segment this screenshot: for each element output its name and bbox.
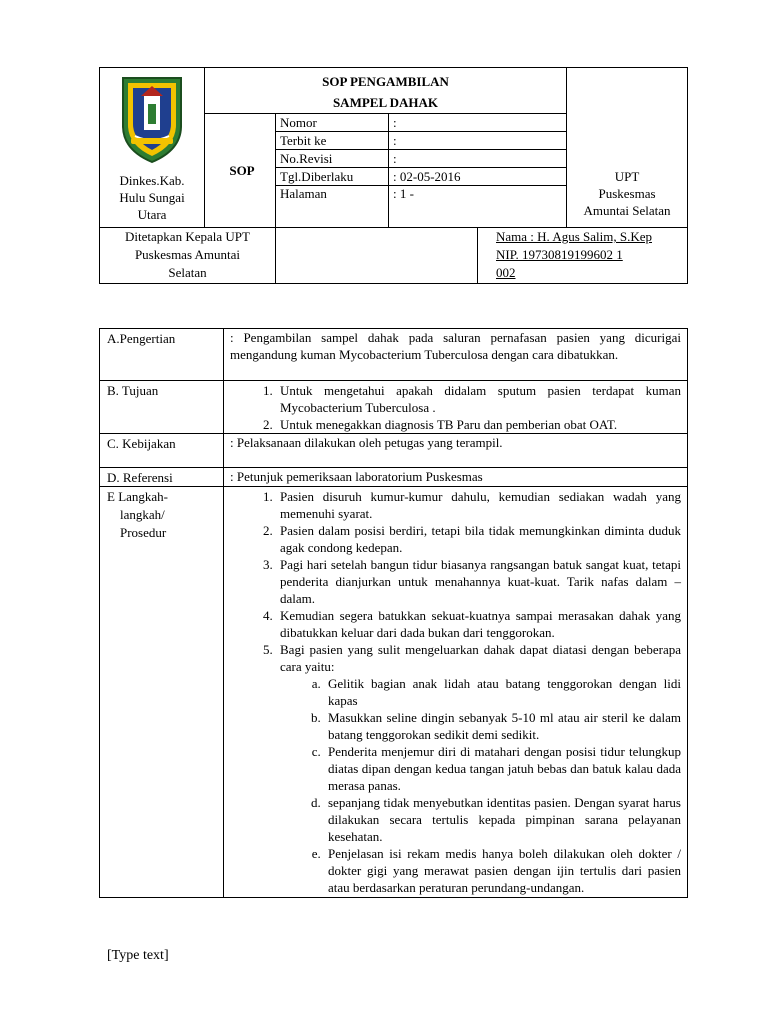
upt-name: UPT Puskesmas Amuntai Selatan — [567, 68, 688, 228]
meta-key-tgl: Tgl.Diberlaku — [276, 168, 389, 186]
sop-content-table — [99, 328, 688, 898]
label-tujuan: B. Tujuan — [100, 381, 224, 434]
langkah-sublist — [280, 675, 681, 896]
meta-value-nomor: : — [389, 114, 567, 132]
meta-key-revisi: No.Revisi — [276, 150, 389, 168]
list-item: 2. Pasien dalam posisi berdiri, tetapi bila tidak memungkinkan diminta duduk agak condong kedepan. — [276, 522, 681, 556]
row-tujuan — [100, 381, 688, 434]
text-referensi: : Petunjuk pemeriksaan laboratorium Puskesmas — [224, 468, 688, 487]
row-pengertian — [100, 329, 688, 381]
label-kebijakan: C. Kebijakan — [100, 434, 224, 468]
document-title: SOP PENGAMBILAN SAMPEL DAHAK — [205, 68, 567, 114]
list-item: e. Penjelasan isi rekam medis hanya boleh dilakukan oleh dokter / dokter gigi yang merawat pasien dengan ijin tertulis dari pasien atau berdasarkan peraturan perundang-undangan. — [324, 845, 681, 896]
ditetapkan-cell: Ditetapkan Kepala UPT Puskesmas Amuntai Selatan — [100, 228, 276, 284]
row-kebijakan — [100, 434, 688, 468]
district-emblem-icon — [117, 74, 187, 164]
meta-key-nomor: Nomor — [276, 114, 389, 132]
logo-cell — [100, 68, 205, 228]
tujuan-content — [224, 381, 688, 434]
list-item: 1. Pasien disuruh kumur-kumur dahulu, kemudian sediakan wadah yang memenuhi syarat. — [276, 488, 681, 522]
meta-value-revisi: : — [389, 150, 567, 168]
blank-signature-cell — [276, 228, 478, 284]
text-kebijakan: : Pelaksanaan dilakukan oleh petugas yang terampil. — [224, 434, 688, 468]
signer-nip: NIP. 19730819199602 1 — [496, 247, 623, 262]
label-pengertian: A.Pengertian — [100, 329, 224, 381]
tujuan-list — [230, 382, 681, 433]
meta-value-terbit: : — [389, 132, 567, 150]
langkah-list — [230, 488, 681, 896]
row-langkah — [100, 487, 688, 898]
langkah-content — [224, 487, 688, 898]
list-item: 3. Pagi hari setelah bangun tidur biasanya rangsangan batuk sangat kuat, tetapi penderita dianjurkan untuk menahannya kuat-kuat. Tarik nafas dalam – dalam. — [276, 556, 681, 607]
institution-name: Dinkes.Kab. Hulu Sungai Utara — [119, 173, 185, 222]
list-item: 5. Bagi pasien yang sulit mengeluarkan dahak dapat diatasi dengan beberapa cara yaitu: a. Gelitik bagian anak lidah atau batang tenggorokan dengan lidi kapas b. Masukkan seline dingin sebanyak 5-10 ml atau air steril ke dalam batang tenggorokan sedikit demi sedikit. c. Penderita menjemur diri di matahari dengan posisi tidur telungkup diatas dipan dengan kedua tangan jatuh bebas dan batuk kalau dada merasa panas. d. sepanjang tidak menyebutkan identitas pasien. Dengan syarat harus dilakukan secara tertulis kepada pimpinan sarana pelayanan kesehatan. e. Penjelasan isi rekam medis hanya boleh dilakukan oleh dokter / dokter gigi yang merawat pasien dengan ijin tertulis dari pasien atau berdasarkan peraturan perundang-undangan. — [276, 641, 681, 896]
sop-label: SOP — [205, 114, 276, 228]
list-item: d. sepanjang tidak menyebutkan identitas pasien. Dengan syarat harus dilakukan secara tertulis kepada pimpinan sarana pelayanan kesehatan. — [324, 794, 681, 845]
meta-value-halaman: : 1 - — [389, 186, 567, 228]
meta-key-halaman: Halaman — [276, 186, 389, 228]
list-item: 4. Kemudian segera batukkan sekuat-kuatnya sampai merasakan dahak yang dibatukkan keluar dari dada bukan dari tenggorokan. — [276, 607, 681, 641]
list-item: 2. Untuk menegakkan diagnosis TB Paru dan pemberian obat OAT. — [276, 416, 681, 433]
signer-cell — [478, 228, 688, 284]
list-item: a. Gelitik bagian anak lidah atau batang tenggorokan dengan lidi kapas — [324, 675, 681, 709]
signer-nip-cont: 002 — [496, 265, 516, 280]
list-item: c. Penderita menjemur diri di matahari dengan posisi tidur telungkup diatas dipan dengan kedua tangan jatuh bebas dan batuk kalau dada merasa panas. — [324, 743, 681, 794]
meta-value-tgl: : 02-05-2016 — [389, 168, 567, 186]
footer-placeholder-text: [Type text] — [107, 948, 169, 963]
meta-key-terbit: Terbit ke — [276, 132, 389, 150]
sop-header-table — [99, 67, 688, 284]
signer-name: Nama : H. Agus Salim, S.Kep — [496, 229, 652, 244]
label-referensi: D. Referensi — [100, 468, 224, 487]
list-item: b. Masukkan seline dingin sebanyak 5-10 ml atau air steril ke dalam batang tenggorokan sedikit demi sedikit. — [324, 709, 681, 743]
text-pengertian: : Pengambilan sampel dahak pada saluran pernafasan pasien yang dicurigai mengandung kuman Mycobacterium Tuberculosa dengan cara dibatukkan. — [224, 329, 688, 381]
row-referensi — [100, 468, 688, 487]
list-item: 1. Untuk mengetahui apakah didalam sputum pasien terdapat kuman Mycobacterium Tuberculosa . — [276, 382, 681, 416]
label-langkah: E Langkah- langkah/ Prosedur — [100, 487, 224, 898]
